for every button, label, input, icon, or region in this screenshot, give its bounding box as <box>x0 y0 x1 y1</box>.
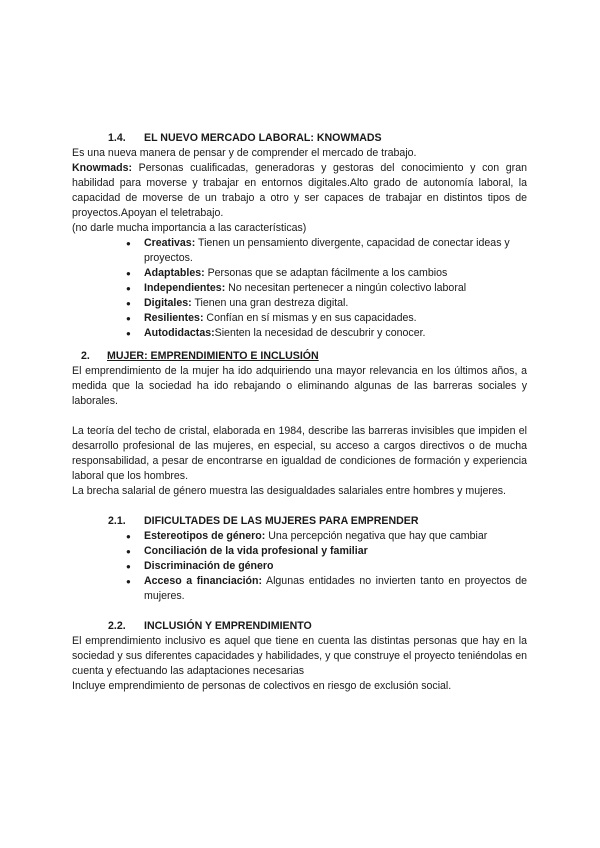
list-item <box>126 544 527 559</box>
wage-gap-paragraph: La brecha salarial de género muestra las desigualdades salariales entre hombres y mujeres. <box>72 485 506 497</box>
document-body <box>72 131 527 694</box>
definition-text: Personas cualificadas, generadoras y gestoras del conocimiento y con gran habilidad para moverse y trabajar en entornos digitales.Alto grado de autonomía laboral, la capacidad de moverse de un trabajo a otro y ser capaces de trabajar en distintos tipos de proyectos.Apoyan el teletrabajo. <box>72 162 527 219</box>
item-term: Digitales: <box>144 297 192 309</box>
heading-number: 2.1. <box>108 515 126 527</box>
heading-title: EL NUEVO MERCADO LABORAL: KNOWMADS <box>144 132 382 144</box>
item-term: Resilientes: <box>144 312 204 324</box>
list-item <box>126 574 527 604</box>
item-term: Acceso a financiación: <box>144 575 263 587</box>
heading-title: DIFICULTADES DE LAS MUJERES PARA EMPRENDER <box>144 515 419 527</box>
list-item <box>126 281 527 296</box>
heading-2-1 <box>72 514 527 529</box>
list-item <box>126 311 527 326</box>
item-text: Sienten la necesidad de descubrir y conocer. <box>214 327 426 339</box>
item-term: Independientes: <box>144 282 226 294</box>
heading-2 <box>72 349 527 364</box>
item-text: Personas que se adaptan fácilmente a los cambios <box>204 267 448 279</box>
heading-number: 2.2. <box>108 620 126 632</box>
list-item <box>126 559 527 574</box>
item-term: Conciliación de la vida profesional y familiar <box>144 545 368 557</box>
definition-term: Knowmads: <box>72 162 133 174</box>
item-text: Tienen una gran destreza digital. <box>191 297 349 309</box>
heading-number: 2. <box>81 350 90 362</box>
item-text: Algunas entidades no invierten tanto en proyectos de mujeres. <box>144 575 527 602</box>
women-paragraph-1: El emprendimiento de la mujer ha ido adquiriendo una mayor relevancia en los últimos años, a medida que la sociedad ha ido rebajando o eliminando algunas de las barreras sociales y laborales. <box>72 365 527 407</box>
item-term: Autodidactas: <box>144 327 215 339</box>
item-term: Adaptables: <box>144 267 205 279</box>
heading-1-4 <box>72 131 527 146</box>
glass-ceiling-paragraph: La teoría del techo de cristal, elaborada en 1984, describe las barreras invisibles que impiden el desarrollo profesional de las mujeres, en especial, su acceso a cargos directivos o de mucha responsabilidad, a pesar de encontrarse en igualdad de condiciones de formación y experiencia laboral que los hombres. <box>72 425 527 482</box>
inclusion-paragraph: Incluye emprendimiento de personas de colectivos en riesgo de exclusión social. <box>72 680 452 692</box>
item-term: Creativas: <box>144 237 196 249</box>
item-text: No necesitan pertenecer a ningún colectivo laboral <box>225 282 467 294</box>
heading-title: MUJER: EMPRENDIMIENTO E INCLUSIÓN <box>107 350 319 362</box>
intro-paragraph: Es una nueva manera de pensar y de comprender el mercado de trabajo. <box>72 147 417 159</box>
item-term: Estereotipos de género: <box>144 530 266 542</box>
difficulties-list <box>72 529 527 604</box>
list-item <box>126 266 527 281</box>
item-text: Tienen un pensamiento divergente, capacidad de conectar ideas y proyectos. <box>144 237 510 264</box>
list-item <box>126 529 527 544</box>
inclusive-paragraph: El emprendimiento inclusivo es aquel que tiene en cuenta las distintas personas que hay en la sociedad y sus diferentes capacidades y habilidades, y que construye el proyecto teniéndolas en cuenta y efectuando las adaptaciones necesarias <box>72 635 527 677</box>
list-item <box>126 296 527 311</box>
characteristics-list <box>72 236 527 341</box>
list-item <box>126 326 527 341</box>
heading-title: INCLUSIÓN Y EMPRENDIMIENTO <box>144 620 312 632</box>
heading-number: 1.4. <box>108 132 126 144</box>
item-text: Una percepción negativa que hay que cambiar <box>265 530 488 542</box>
heading-2-2 <box>72 619 527 634</box>
list-item <box>126 236 527 266</box>
item-term: Discriminación de género <box>144 560 274 572</box>
item-text: Confían en sí mismas y en sus capacidades. <box>203 312 417 324</box>
note-paragraph: (no darle mucha importancia a las características) <box>72 222 307 234</box>
knowmads-definition <box>72 161 527 221</box>
